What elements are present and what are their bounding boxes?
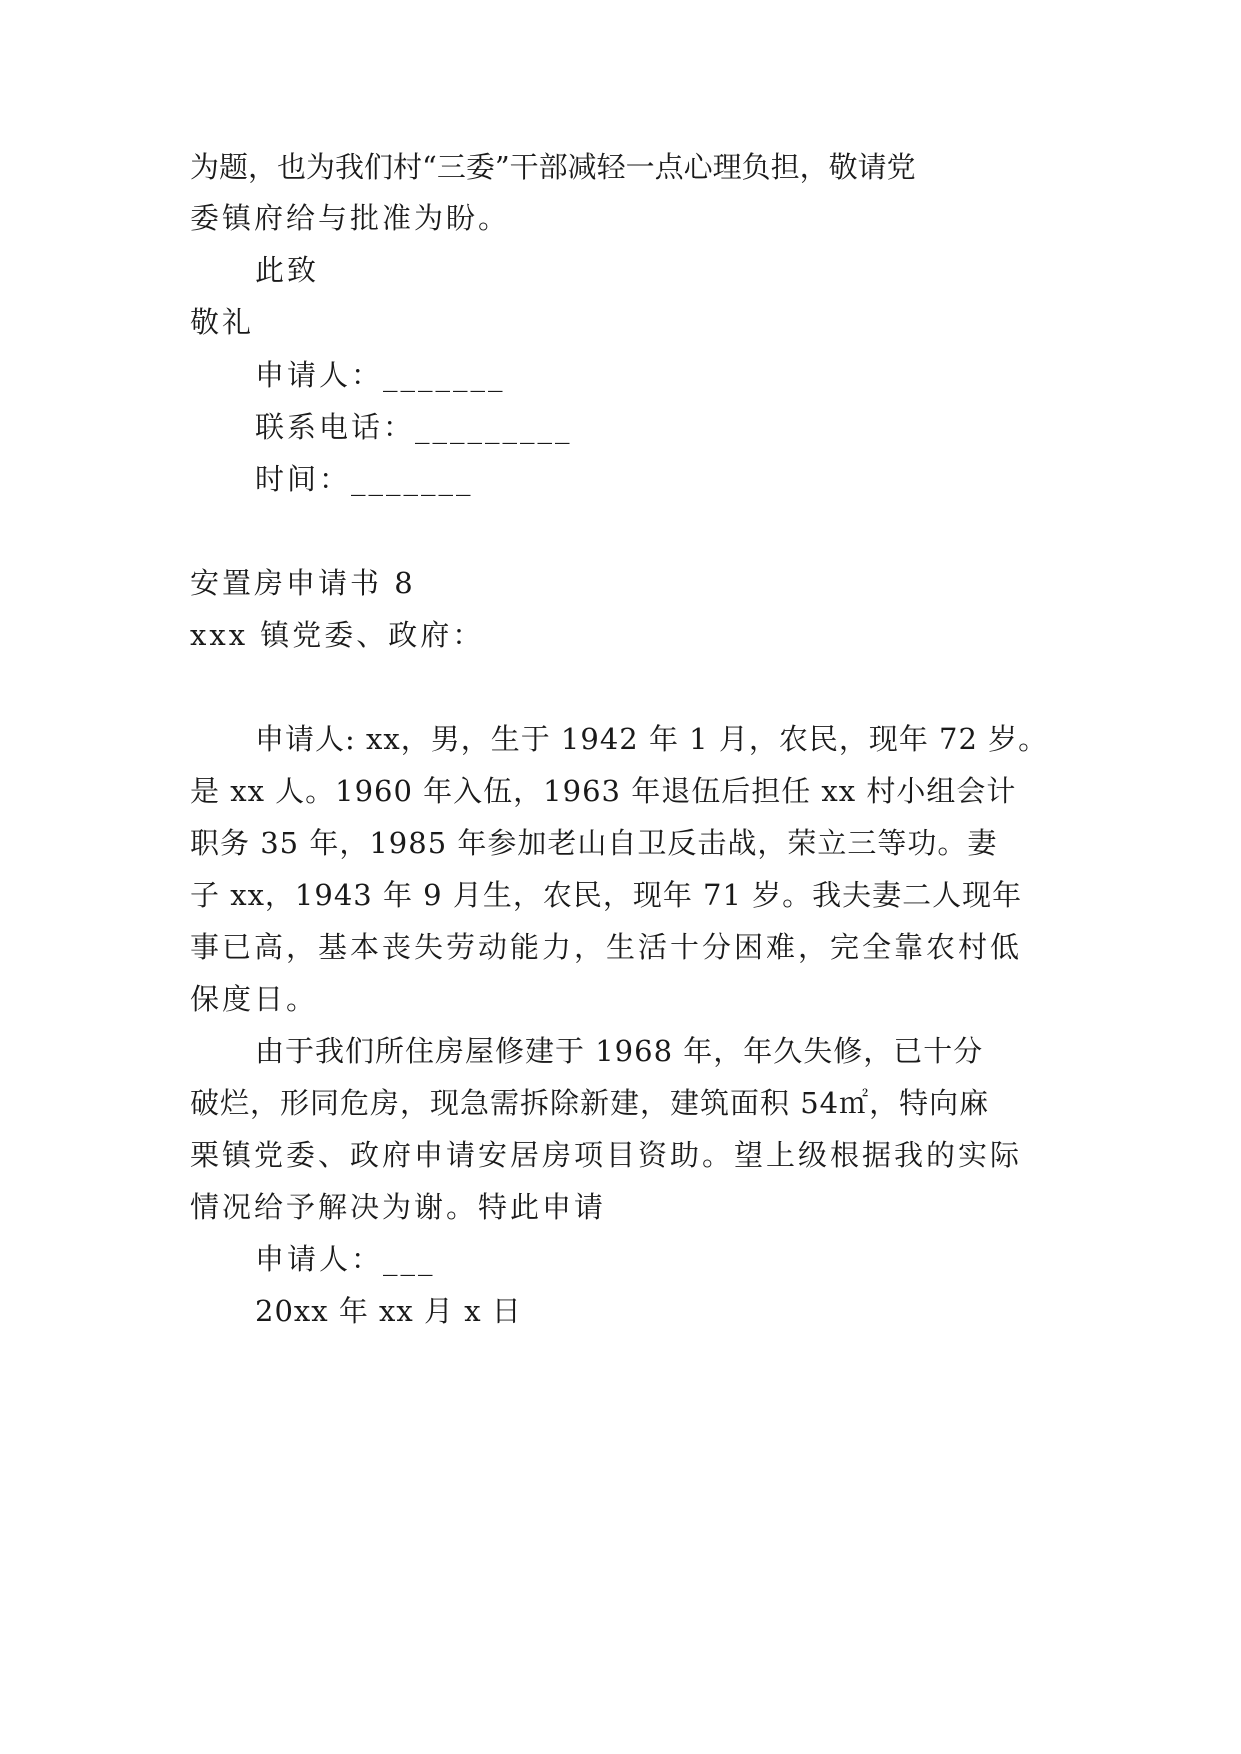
paragraph-2-line: 栗镇党委、政府申请安居房项目资助。望上级根据我的实际 [190, 1138, 1023, 1172]
date-line: 20xx 年 xx 月 x 日 [255, 1294, 522, 1328]
paragraph-1-line: 保度日。 [190, 982, 319, 1016]
paragraph-1-line: 是 xx 人。1960 年入伍，1963 年退伍后担任 xx 村小组会计 [190, 774, 1017, 808]
paragraph-2-line: 情况给予解决为谢。特此申请 [190, 1190, 607, 1224]
section-title: 安置房申请书 8 [190, 566, 416, 600]
paragraph-1-line: 申请人: xx，男，生于 1942 年 1 月，农民，现年 72 岁。 [255, 722, 1049, 756]
paragraph-1-line: 事已高，基本丧失劳动能力，生活十分困难，完全靠农村低 [190, 930, 1023, 964]
paragraph-1-line: 职务 35 年，1985 年参加老山自卫反击战，荣立三等功。妻 [190, 826, 998, 860]
phone-field: 联系电话：_________ [255, 410, 573, 444]
salutation-jing-li: 敬礼 [190, 305, 255, 339]
paragraph-2-line: 由于我们所住房屋修建于 1968 年，年久失修，已十分 [255, 1034, 984, 1068]
paragraph-1-line: 子 xx，1943 年 9 月生，农民，现年 71 岁。我夫妻二人现年 [190, 878, 1023, 912]
time-field: 时间：_______ [255, 462, 474, 496]
applicant-field: 申请人：_______ [255, 358, 506, 392]
applicant-signature: 申请人：___ [255, 1242, 436, 1276]
salutation-ci-zhi: 此致 [255, 253, 320, 287]
closing-line-1: 为题，也为我们村“三委”干部减轻一点心理负担，敬请党 [190, 150, 916, 184]
closing-line-2: 委镇府给与批准为盼。 [190, 201, 511, 235]
paragraph-2-line: 破烂，形同危房，现急需拆除新建，建筑面积 54㎡，特向麻 [190, 1086, 990, 1120]
recipient: xxx 镇党委、政府： [190, 618, 485, 652]
